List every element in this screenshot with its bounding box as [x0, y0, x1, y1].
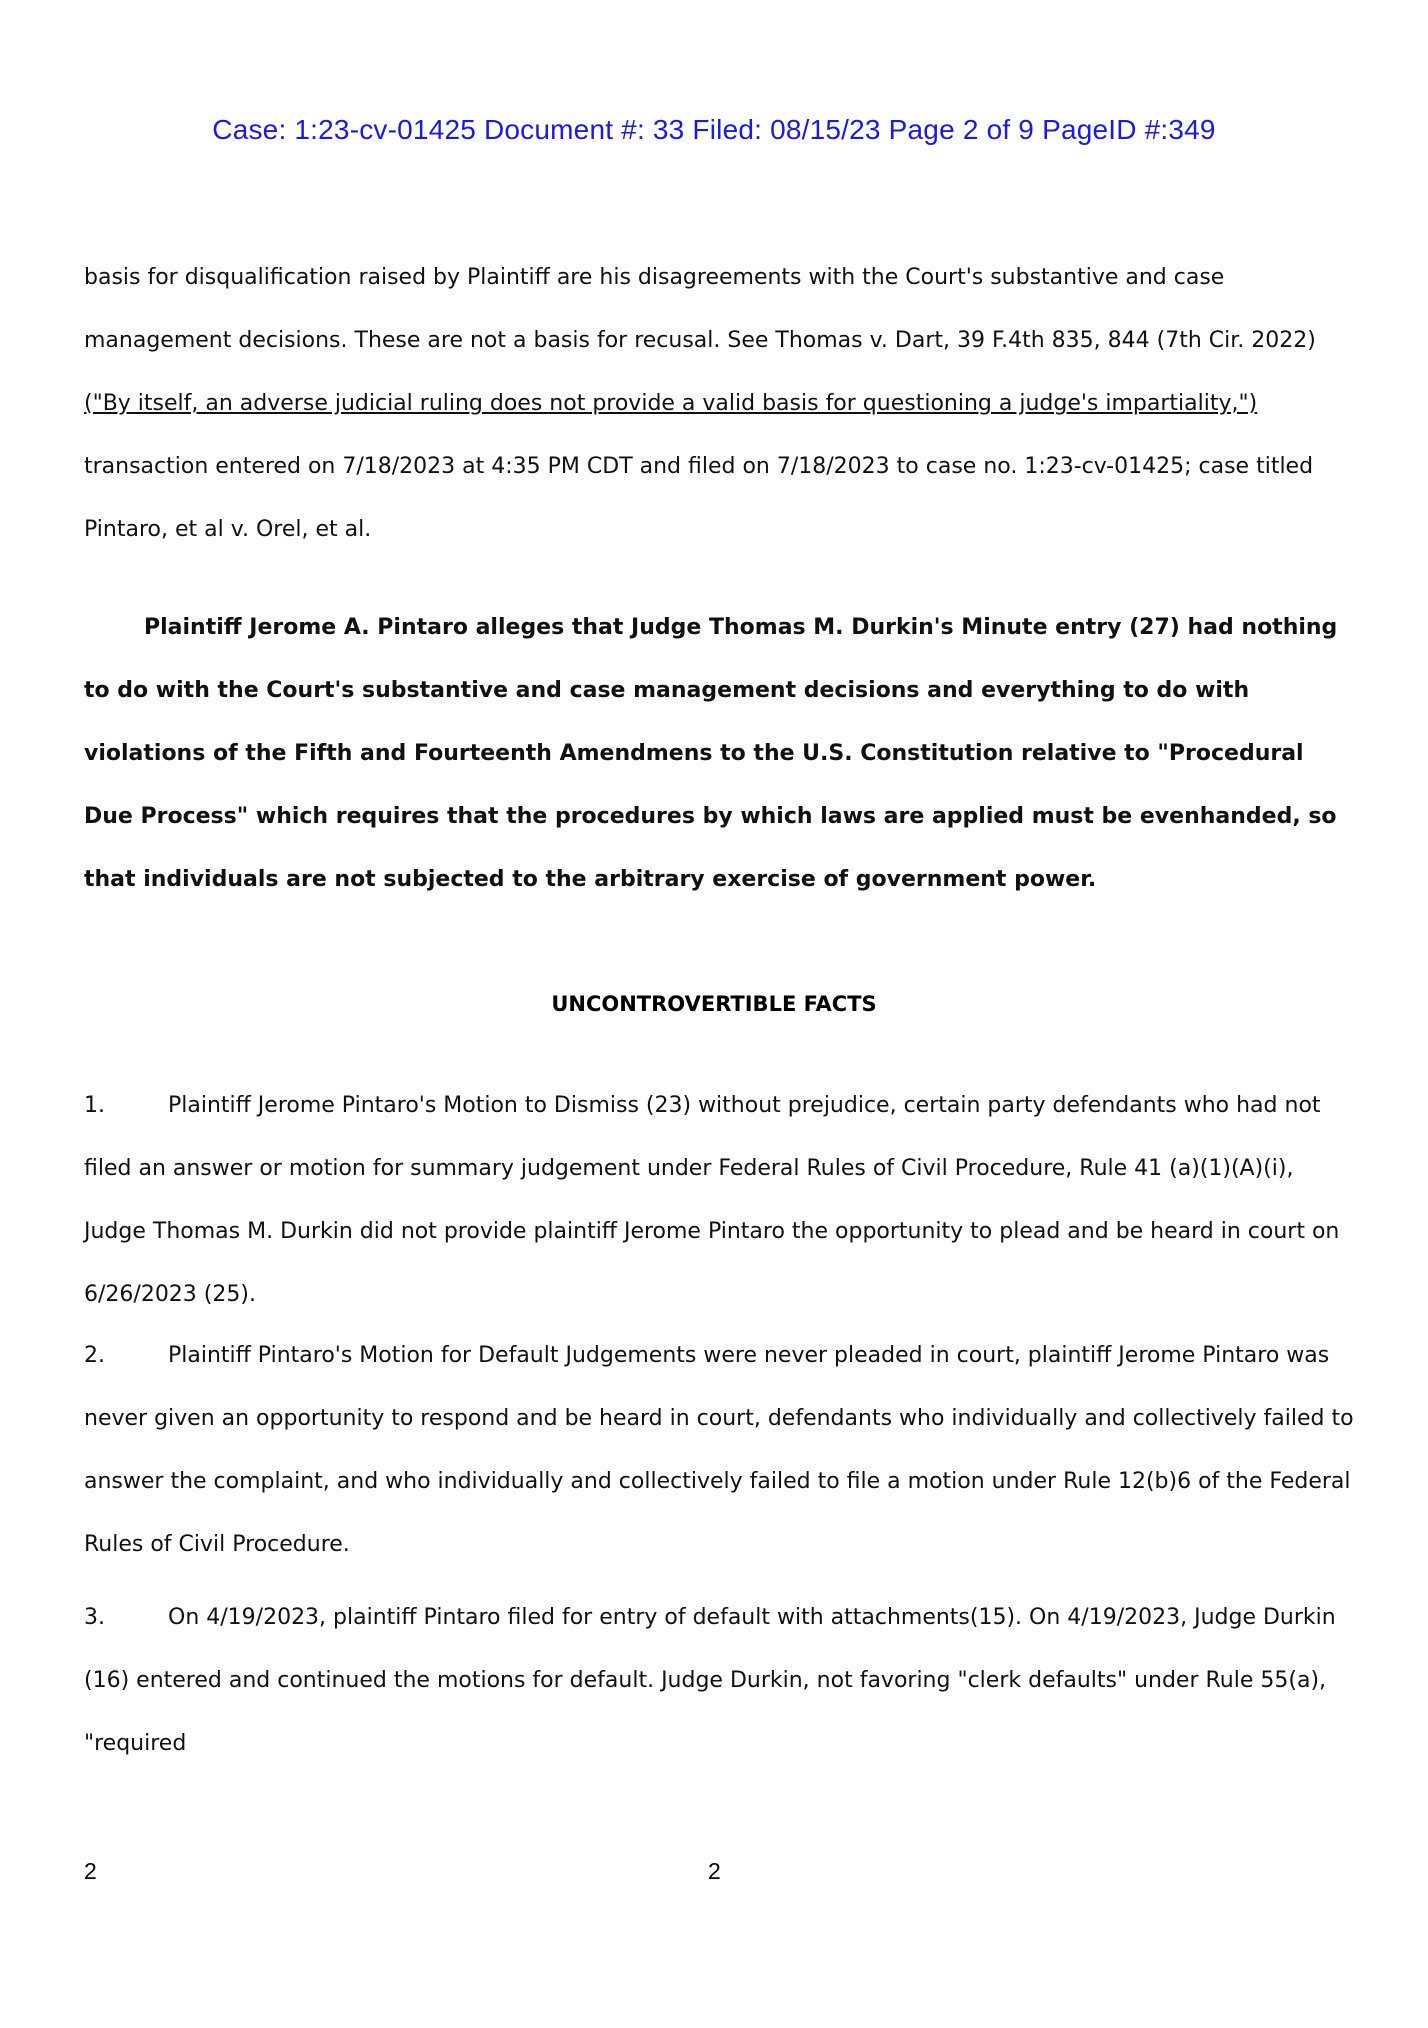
page-number-center: 2 — [708, 1858, 721, 1884]
page-number-left: 2 — [84, 1858, 97, 1884]
fact-text: On 4/19/2023, plaintiff Pintaro filed for entry of default with attachments(15). On 4/19/2023, Judge Durkin (16) entered and continued the motions for default. Judge Durkin, not favoring "clerk defaults" under Rule 55(a), "required — [84, 1605, 1336, 1756]
underlined-quote: ("By itself, an adverse judicial ruling does not provide a valid basis for questioning a judge's impartiality,") — [84, 391, 1258, 416]
fact-item-1 — [84, 1074, 1354, 1326]
section-heading: UNCONTROVERTIBLE FACTS — [551, 992, 877, 1016]
fact-number: 2. — [84, 1343, 105, 1368]
paragraph-allegation: Plaintiff Jerome A. Pintaro alleges that Judge Thomas M. Durkin's Minute entry (27) had nothing to do with the Court's substantive and case management decisions and everything to do with violations of the Fifth and Fourteenth Amendmens to the U.S. Constitution relative to "Procedural Due Process" which requires that the procedures by which laws are applied must be evenhanded, so that individuals are not subjected to the arbitrary exercise of government power. — [84, 615, 1338, 892]
case-header: Case: 1:23-cv-01425 Document #: 33 Filed: 08/15/23 Page 2 of 9 PageID #:349 — [212, 114, 1216, 145]
paragraph-recusal-basis — [84, 246, 1354, 561]
paragraph1-text-after: transaction entered on 7/18/2023 at 4:35 PM CDT and filed on 7/18/2023 to case no. 1:23-cv-01425; case titled Pintaro, et al v. Orel, et al. — [84, 454, 1314, 542]
fact-item-3 — [84, 1586, 1354, 1775]
fact-item-2 — [84, 1324, 1354, 1576]
paragraph1-text: basis for disqualification raised by Plaintiff are his disagreements with the Court's substantive and case management decisions. These are not a basis for recusal. See Thomas v. Dart, 39 F.4th 835, 844 (7th Cir. 2022) — [84, 265, 1316, 353]
fact-number: 1. — [84, 1093, 105, 1118]
fact-text: Plaintiff Pintaro's Motion for Default Judgements were never pleaded in court, plaintiff Jerome Pintaro was never given an opportunity to respond and be heard in court, defendants who individually and collectively failed to answer the complaint, and who individually and collectively failed to file a motion under Rule 12(b)6 of the Federal Rules of Civil Procedure. — [84, 1343, 1354, 1557]
fact-number: 3. — [84, 1605, 105, 1630]
fact-text: Plaintiff Jerome Pintaro's Motion to Dismiss (23) without prejudice, certain party defendants who had not filed an answer or motion for summary judgement under Federal Rules of Civil Procedure, Rule 41 (a)(1)(A)(i), Judge Thomas M. Durkin did not provide plaintiff Jerome Pintaro the opportunity to plead and be heard in court on 6/26/2023 (25). — [84, 1093, 1340, 1307]
